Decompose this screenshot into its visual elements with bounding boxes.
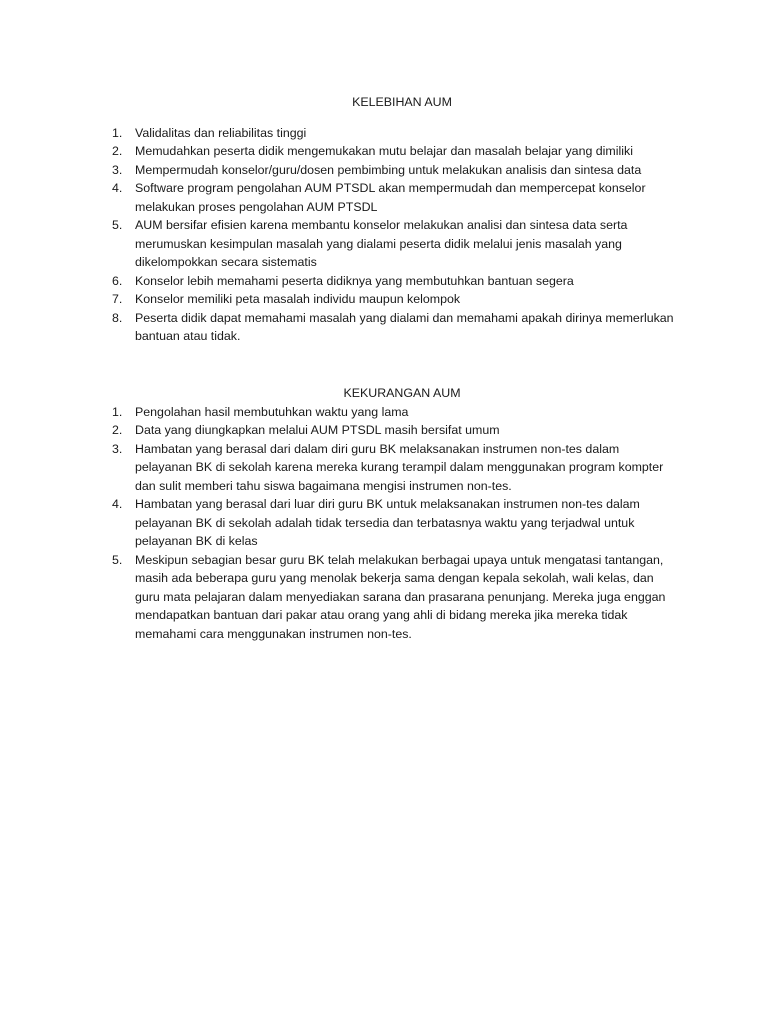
list-item-number: 3. [112, 162, 123, 177]
kelebihan-section [112, 93, 677, 346]
list-item [112, 124, 677, 143]
list-item-number: 2. [112, 423, 123, 437]
list-item [112, 309, 677, 346]
list-item-number: 2. [112, 144, 123, 158]
list-item-text: Peserta didik dapat memahami masalah yang dialami dan memahami apakah dirinya memerlukan bantuan atau tidak. [135, 310, 674, 343]
list-item [112, 403, 677, 422]
list-item-text: Mempermudah konselor/guru/dosen pembimbing untuk melakukan analisis dan sintesa data [135, 162, 642, 177]
list-item-number: 5. [112, 552, 123, 567]
list-item [112, 495, 677, 551]
list-item-number: 4. [112, 497, 123, 511]
list-item [112, 440, 677, 496]
list-item-number: 7. [112, 292, 123, 306]
list-item-text: Konselor memiliki peta masalah individu maupun kelompok [135, 292, 461, 306]
list-item [112, 290, 677, 309]
list-item [112, 179, 677, 216]
list-item [112, 421, 677, 440]
list-item [112, 161, 677, 180]
list-item-text: Hambatan yang berasal dari luar diri guru BK untuk melaksanakan instrumen non-tes dalam pelayanan BK di sekolah adalah tidak tersedia dan terbatasnya waktu yang terjadwal untuk pelayanan BK di kelas [135, 497, 640, 548]
list-item-number: 3. [112, 441, 123, 456]
list-item-text: Konselor lebih memahami peserta didiknya yang membutuhkan bantuan segera [135, 273, 574, 288]
kekurangan-section [112, 384, 677, 643]
list-item-text: Data yang diungkapkan melalui AUM PTSDL masih bersifat umum [135, 423, 500, 437]
list-item-number: 8. [112, 310, 123, 325]
list-item [112, 142, 677, 161]
list-item-number: 5. [112, 218, 123, 232]
list-item-text: Memudahkan peserta didik mengemukakan mutu belajar dan masalah belajar yang dimiliki [135, 144, 633, 158]
list-item [112, 272, 677, 291]
list-item [112, 551, 677, 644]
list-item [112, 216, 677, 272]
list-item-number: 4. [112, 181, 123, 195]
list-item-text: AUM bersifar efisien karena membantu konselor melakukan analisi dan sintesa data serta merumuskan kesimpulan masalah yang dialami peserta didik melalui jenis masalah yang dikelompokkan secara sistematis [135, 218, 628, 269]
list-item-text: Meskipun sebagian besar guru BK telah melakukan berbagai upaya untuk mengatasi tantangan, masih ada beberapa guru yang menolak bekerja sama dengan kepala sekolah, wali kelas, dan guru mata pelajaran dalam menyediakan sarana dan prasarana penunjang. Mereka juga enggan mendapatkan bantuan dari pakar atau orang yang ahli di bidang mereka jika mereka tidak memahami cara menggunakan instrumen non-tes. [135, 552, 666, 641]
list-item-number: 1. [112, 125, 123, 140]
list-item-number: 1. [112, 404, 123, 419]
list-item-text: Validalitas dan reliabilitas tinggi [135, 125, 307, 140]
kelebihan-list [112, 124, 677, 346]
list-item-text: Pengolahan hasil membutuhkan waktu yang lama [135, 404, 409, 419]
list-item-text: Software program pengolahan AUM PTSDL akan mempermudah dan mempercepat konselor melakukan proses pengolahan AUM PTSDL [135, 181, 646, 214]
list-item-text: Hambatan yang berasal dari dalam diri guru BK melaksanakan instrumen non-tes dalam pelayanan BK di sekolah karena mereka kurang terampil dalam menggunakan program kompter dan sulit memberi tahu siswa bagaimana mengisi instrumen non-tes. [135, 441, 664, 493]
kelebihan-heading: KELEBIHAN AUM [352, 95, 452, 109]
kekurangan-heading: KEKURANGAN AUM [343, 386, 461, 400]
kekurangan-list [112, 403, 677, 644]
list-item-number: 6. [112, 273, 123, 288]
